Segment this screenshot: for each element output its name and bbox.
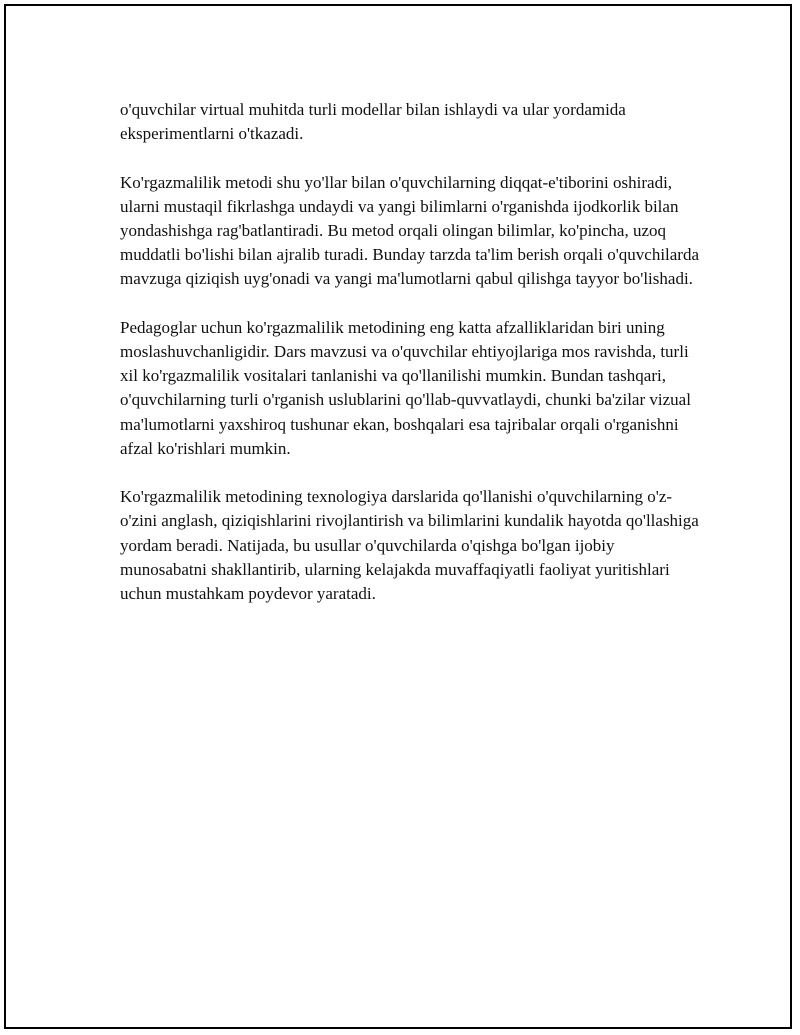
page-frame xyxy=(4,4,792,1029)
paragraph-4: Ko'rgazmalilik metodining texnologiya darslarida qo'llanishi o'quvchilarning o'z-o'zini anglash, qiziqishlarini rivojlantirish va bilimlarini kundalik hayotda qo'llashiga yordam beradi. Natijada, bu usullar o'quvchilarda o'qishga bo'lgan ijobiy munosabatni shakllantirib, ularning kelajakda muvaffaqiyatli faoliyat yuritishlari uchun mustahkam poydevor yaratadi. xyxy=(120,487,699,604)
paragraph-1: o'quvchilar virtual muhitda turli modellar bilan ishlaydi va ular yordamida eksperimentlarni o'tkazadi. xyxy=(120,100,626,144)
paragraph-3: Pedagoglar uchun ko'rgazmalilik metodining eng katta afzalliklaridan biri uning moslashuvchanligidir. Dars mavzusi va o'quvchilar ehtiyojlariga mos ravishda, turli xil ko'rgazmalilik vositalari tanlanishi va qo'llanilishi mumkin. Bundan tashqari, o'quvchilarning turli o'rganish uslublarini qo'llab-quvvatlaydi, chunki ba'zilar vizual ma'lumotlarni yaxshiroq tushunar ekan, boshqalari esa tajribalar orqali o'rganishni afzal ko'rishlari mumkin. xyxy=(120,317,691,458)
paragraph-2: Ko'rgazmalilik metodi shu yo'llar bilan o'quvchilarning diqqat-e'tiborini oshiradi, ularni mustaqil fikrlashga undaydi va yangi bilimlarni o'rganishda ijodkorlik bilan yondashishga rag'batlantiradi. Bu metod orqali olingan bilimlar, ko'pincha, uzoq muddatli bo'lishi bilan ajralib turadi. Bunday tarzda ta'lim berish orqali o'quvchilarda mavzuga qiziqish uyg'onadi va yangi ma'lumotlarni qabul qilishga tayyor bo'lishadi. xyxy=(120,172,700,289)
document-body xyxy=(120,98,700,630)
